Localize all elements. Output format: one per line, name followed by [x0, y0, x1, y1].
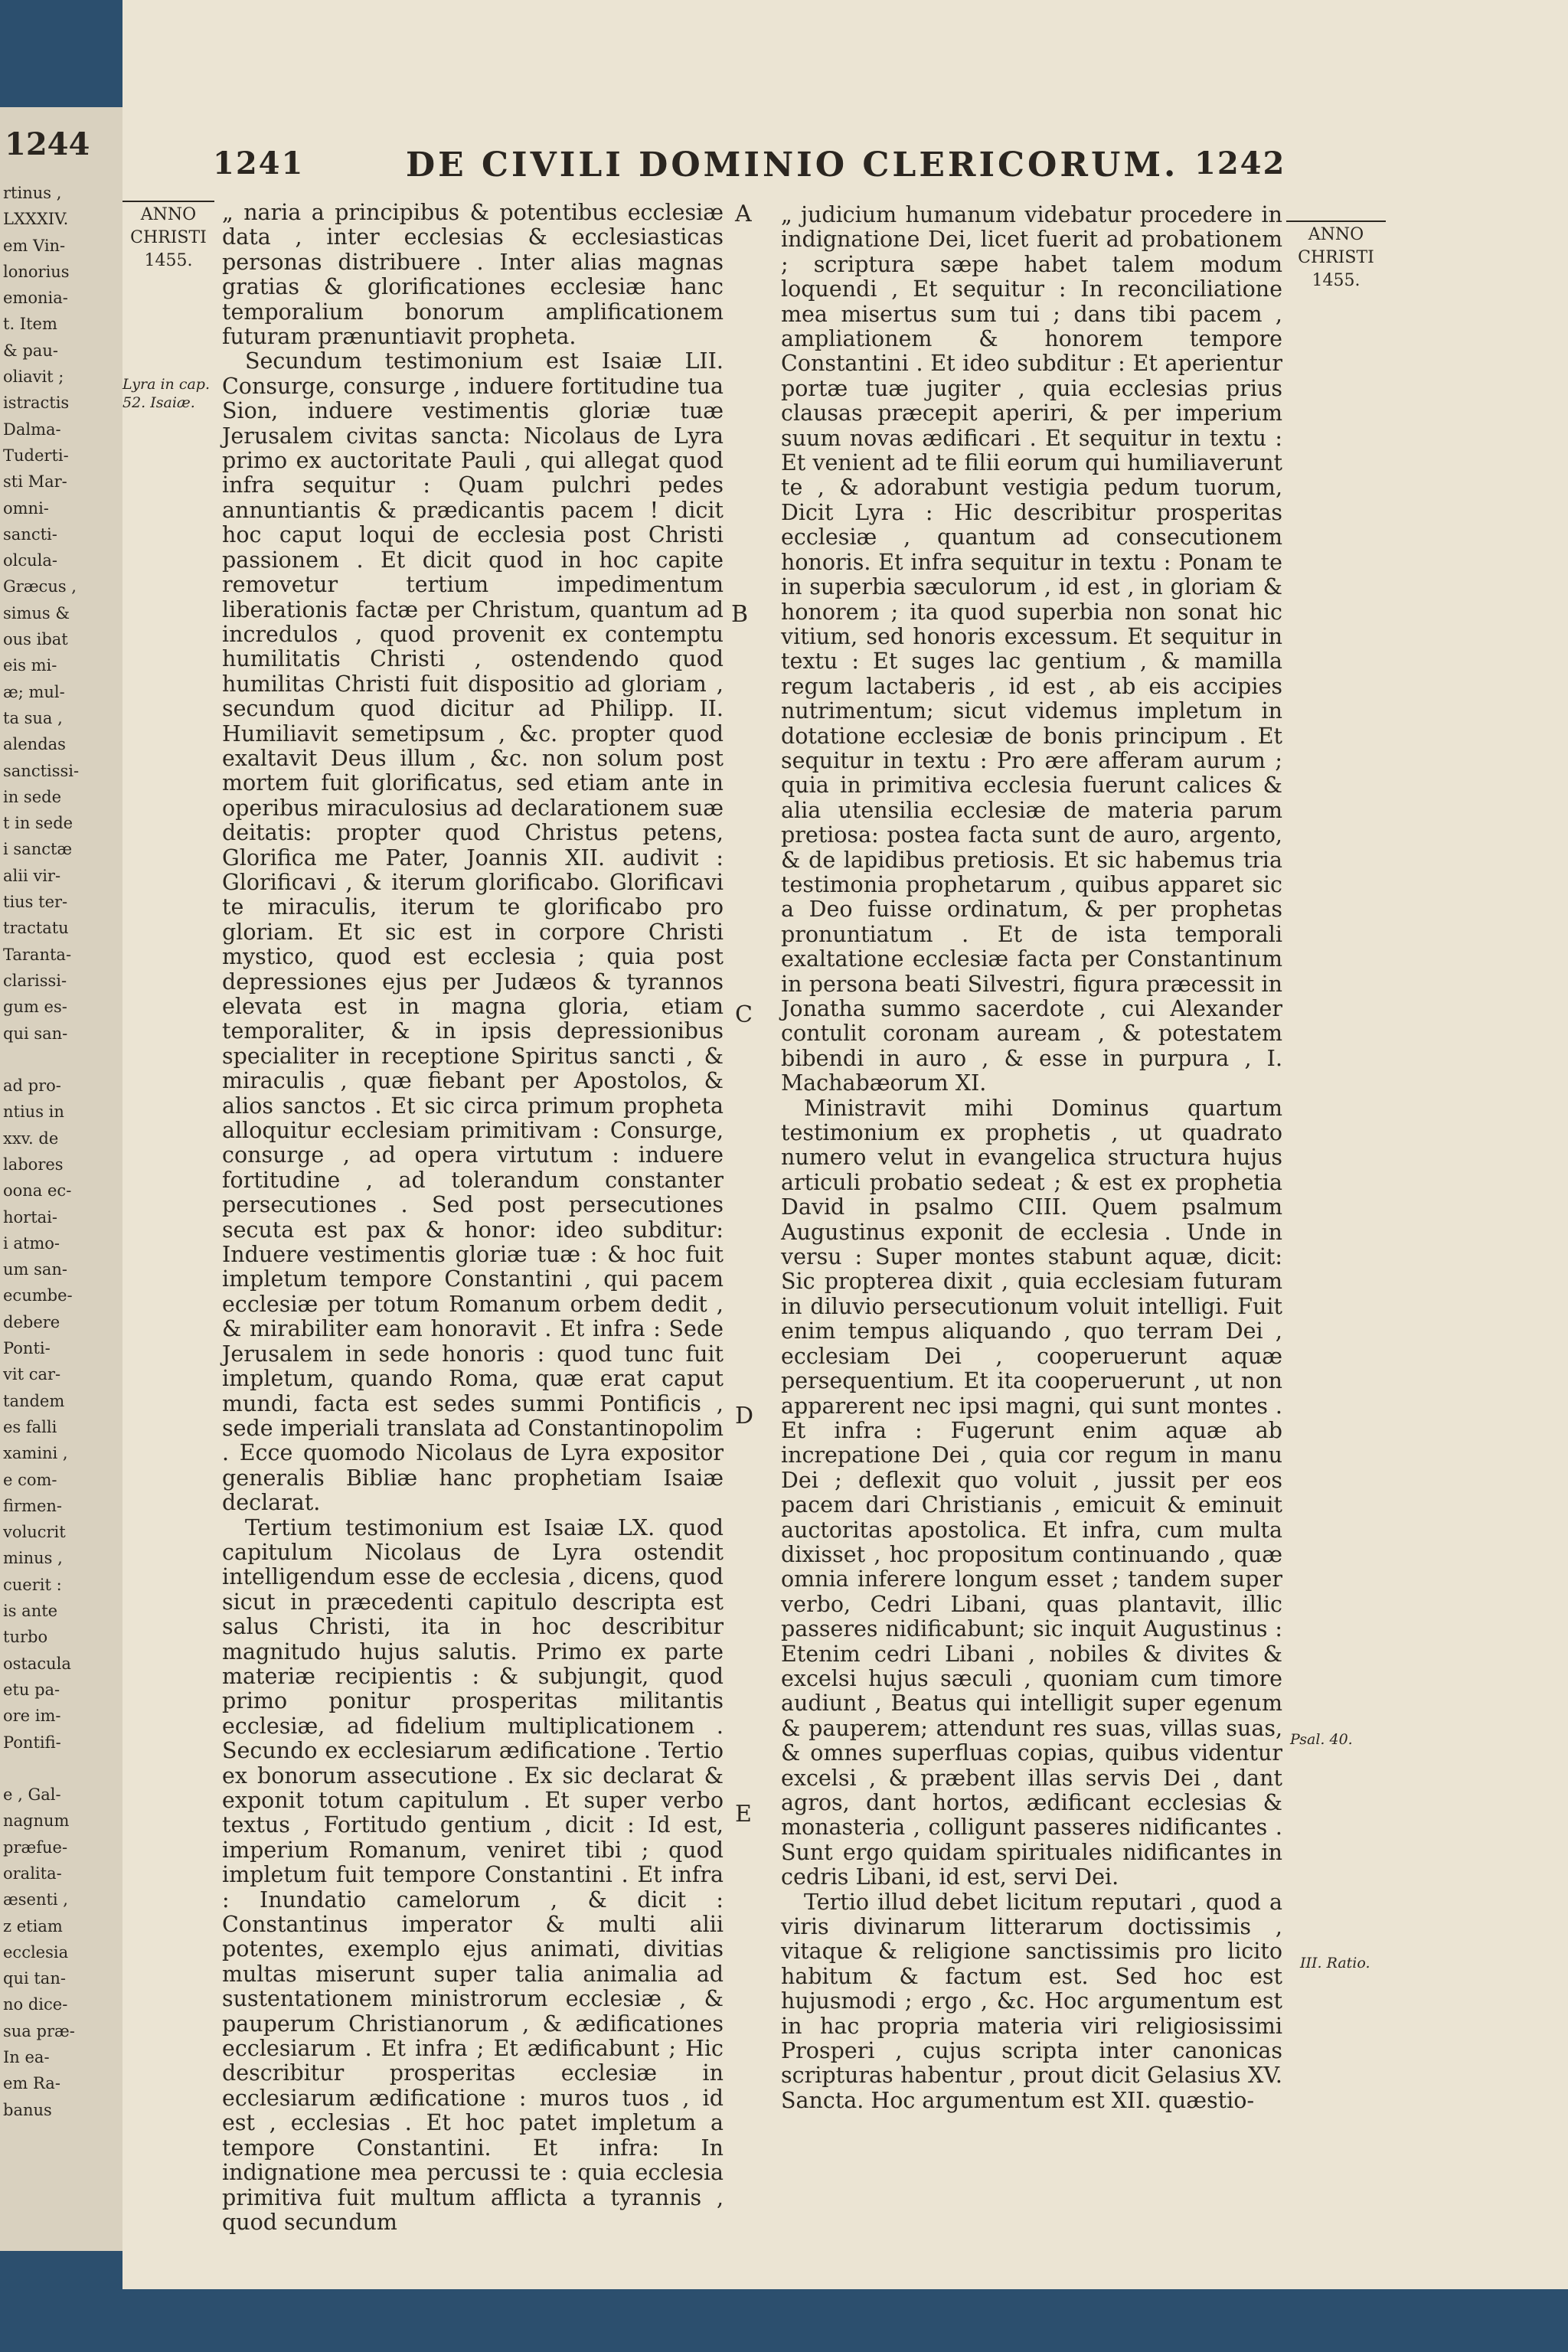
section-marker-b: B: [731, 601, 749, 628]
previous-page-line: alii vir-: [3, 866, 61, 885]
previous-page-line: ostacula: [3, 1654, 71, 1673]
previous-page-line: labores: [3, 1155, 64, 1174]
previous-page-line: Pontifi-: [3, 1733, 61, 1752]
previous-page-line: i atmo-: [3, 1233, 60, 1253]
paragraph: Tertium testimonium est Isaiæ LX. quod capitulum Nicolaus de Lyra ostendit intelligendum esse de ecclesia , dicens, quod sicut in præcedenti capitulo descripta est salus Christi, ita in hoc describitur magnitudo hujus salutis. Primo ex parte materiæ recipientis : & subjungit, quod primo ponitur prosperitas militantis ecclesiæ, ad fidelium multiplicationem . Secundo ex ecclesiarum ædificatione . Tertio ex bonorum assecutione . Ex sic declarat & exponit totum capitulum . Et super verbo textus , Fortitudo gentium , dicit : Id est, imperium Romanum, veniret tibi ; quod impletum fuit tempore Constantini . Et infra : Inundatio camelorum , & dicit : Constantinus imperator & multi alii potentes, exemplo ejus animati, divitias multas miserunt super talia animalia ad sustentationem ministrorum ecclesiæ , & pauperum Christianorum , & ædificationes ecclesiarum . Et infra ; Et ædificabunt ; Hic describitur prosperitas ecclesiæ in ecclesiarum ædificatione : muros tuos , id est , ecclesias . Et hoc patet impletum a tempore Constantini. Et infra: In indignatione mea percussi te : quia ecclesia primitiva fuit multum afflicta a tyrannis , quod secundum: [222, 1514, 724, 2235]
previous-page-line: rtinus ,: [3, 184, 62, 202]
previous-page-line: vit car-: [3, 1365, 61, 1384]
text-column-right: [781, 203, 1282, 2113]
previous-page-line: minus ,: [3, 1549, 63, 1568]
previous-page-line: [3, 1756, 79, 1782]
margin-note-psalm: Psal. 40.: [1290, 1731, 1353, 1748]
previous-page-line: e com-: [3, 1470, 57, 1489]
previous-page-line: ore im-: [3, 1707, 61, 1726]
previous-page-line: emonia-: [3, 289, 68, 308]
section-marker-e: E: [735, 1801, 752, 1828]
previous-page-line: firmen-: [3, 1496, 63, 1515]
previous-page-line: in sede: [3, 787, 61, 806]
previous-page-line: [3, 1047, 79, 1073]
background-bottom: [122, 2289, 1568, 2352]
previous-page-line: sancti-: [3, 524, 57, 544]
previous-page-line: lonorius: [3, 262, 70, 281]
previous-page-line: etu pa-: [3, 1680, 60, 1699]
previous-page-line: ecumbe-: [3, 1286, 73, 1305]
previous-page-line: z etiam: [3, 1916, 63, 1936]
previous-page-line: em Ra-: [3, 2074, 60, 2093]
margin-note-lyra: Lyra in cap. 52. Isaiæ.: [122, 376, 210, 411]
previous-page-line: nagnum: [3, 1811, 70, 1831]
previous-page-line: æsenti ,: [3, 1890, 68, 1909]
previous-page-line: ecclesia: [3, 1942, 69, 1962]
running-title: DE CIVILI DOMINIO CLERICORUM.: [406, 145, 1179, 185]
previous-page-line: no dice-: [3, 1995, 68, 2014]
section-marker-c: C: [735, 1001, 753, 1028]
previous-page-line: volucrit: [3, 1523, 66, 1542]
previous-page-line: banus: [3, 2100, 52, 2119]
previous-page-line: omni-: [3, 498, 49, 518]
section-marker-d: D: [735, 1403, 754, 1429]
previous-page-line: præfue-: [3, 1838, 68, 1857]
previous-page-line: qui tan-: [3, 1969, 66, 1988]
previous-page-line: & pau-: [3, 341, 58, 360]
page-number-right: 1242: [1194, 145, 1286, 181]
previous-page-line: oona ec-: [3, 1181, 72, 1200]
anno-christi-right: ANNO CHRISTI 1455.: [1286, 220, 1386, 292]
previous-page-line: t in sede: [3, 814, 74, 833]
previous-page-line: xxv. de: [3, 1129, 59, 1148]
previous-page-line: um san-: [3, 1260, 68, 1279]
previous-page-line: alendas: [3, 735, 66, 754]
previous-page-line: Taranta-: [3, 945, 72, 964]
previous-page-line: e , Gal-: [3, 1785, 61, 1805]
previous-page-line: ta sua ,: [3, 708, 63, 727]
section-marker-a: A: [735, 201, 752, 227]
previous-page-line: olcula-: [3, 551, 57, 570]
previous-page-line: æ; mul-: [3, 682, 65, 701]
previous-page-line: tandem: [3, 1391, 65, 1410]
paragraph: Secundum testimonium est Isaiæ LII. Consurge, consurge , induere fortitudine tua Sion, induere vestimentis gloriæ tuæ Jerusalem civitas sancta: Nicolaus de Lyra primo ex auctoritate Pauli , qui allegat quod infra sequitur : Quam pulchri pedes annuntiantis & prædicantis pacem ! dicit hoc caput loqui de ecclesia post Christi passionem . Et dicit quod in hoc capite removetur tertium impedimentum liberationis factæ per Christum, quantum ad incredulos , quod provenit ex contemptu humilitatis Christi , ostendendo quod humilitas Christi fuit dispositio ad gloriam , secundum quod dicitur ad Philipp. II. Humiliavit semetipsum , &c. propter quod exaltavit Deus illum , &c. non solum post mortem fuit glorificatus, sed etiam ante in operibus miraculosius ad declarationem suæ deitatis: propter quod Christus petens, Glorifica me Pater, Joannis XII. audivit : Glorificavi , & iterum glorificabo. Glorificavi te miraculis, iterum te glorificabo pro gloriam. Et sic est in corpore Christi mystico, quod est ecclesia ; quia post depressiones ejus per Judæos & tyrannos elevata est in magna gloria, etiam temporaliter, & in ipsis depressionibus specialiter in receptione Spiritus sancti , & miraculis , quæ fiebant per Apostolos, & alios sanctos . Et sic circa primum propheta alloquitur ecclesiam primitivam : Consurge, consurge , ad opera virtutum : induere fortitudine , ad tolerandum constanter persecutiones . Sed post persecutiones secuta est pax & honor: ideo subditur: Induere vestimentis gloriæ tuæ : & hoc fuit impletum tempore Constantini , qui pacem ecclesiæ per totum Romanum orbem dedit , & mirabiliter eam honoravit . Et infra : Sede Jerusalem in sede honoris : quod tunc fuit impletum, quando Roma, quæ erat caput mundi, facta est sedes summi Pontificis , sede imperiali translata ad Constantinopolim . Ecce quomodo Nicolaus de Lyra expositor generalis Bibliæ hanc prophetiam Isaiæ declarat.: [222, 348, 724, 1516]
previous-page-line: turbo: [3, 1628, 48, 1647]
previous-page-line: eis mi-: [3, 656, 57, 675]
previous-page-line: Ponti-: [3, 1339, 51, 1358]
previous-page-line: debere: [3, 1312, 60, 1331]
previous-page-line: oliavit ;: [3, 368, 64, 387]
previous-page-line: t. Item: [3, 315, 57, 334]
previous-page-line: is ante: [3, 1602, 58, 1621]
previous-page-line: oralita-: [3, 1864, 62, 1883]
previous-page-line: sti Mar-: [3, 472, 67, 492]
anno-christi-left: ANNO CHRISTI 1455.: [122, 201, 214, 273]
previous-page-line: Tuderti-: [3, 446, 69, 465]
previous-page-line: istractis: [3, 394, 70, 413]
paragraph: Tertio illud debet licitum reputari , quod a viris divinarum litterarum doctissimis , vitaque & religione sanctissimis pro licito habitum & factum est. Sed hoc est hujusmodi ; ergo , &c. Hoc argumentum est in hac propria materia viri religiosissimi Prosperi , cujus scripta inter canonicas scripturas habentur , prout dicit Gelasius XV. Sancta. Hoc argumentum est XII. quæstio-: [781, 1889, 1282, 2113]
previous-page-line: sanctissi-: [3, 761, 80, 780]
previous-page-line: LXXXIV.: [3, 210, 69, 229]
paragraph: „ naria a principibus & potentibus ecclesiæ data , inter ecclesias & ecclesiasticas personas distribuere . Inter alias magnas gratias & glorificationes ecclesiæ hanc temporalium bonorum amplificationem futuram prænuntiavit propheta.: [222, 200, 724, 350]
previous-page-line: Dalma-: [3, 420, 61, 439]
previous-page-line: Græcus ,: [3, 577, 77, 596]
previous-page-number: 1244: [5, 126, 90, 162]
previous-page-line: simus &: [3, 603, 70, 622]
paragraph: „ judicium humanum videbatur procedere in indignatione Dei, licet fuerit ad probationem ; scriptura sæpe habet talem modum loquendi , Et sequitur : In reconciliatione mea misertus sum tui ; dans tibi pacem , ampliationem & honorem tempore Constantini . Et ideo subditur : Et aperientur portæ tuæ jugiter , quia ecclesias prius clausas præcepit aperiri, & per imperium suum novas ædificari . Et sequitur in textu : Et venient ad te filii eorum qui humiliaverunt te , & adorabunt vestigia pedum tuorum, Dicit Lyra : Hic describitur prosperitas ecclesiæ , quantum ad consecutionem honoris. Et infra sequitur in textu : Ponam te in superbia sæculorum , id est , in gloriam & honorem ; ita quod superbia non sonat hic vitium, sed honoris excessum. Et sequitur in textu : Et suges lac gentium , & mamilla regum lactaberis , id est , ab eis accipies nutrimentum; sicut videmus impletum in dotatione ecclesiæ de bonis principum . Et sequitur in textu : Pro ære afferam aurum ; quia in primitiva ecclesia fuerunt calices & alia utensilia ecclesiæ de materia parum pretiosa: postea facta sunt de auro, argento, & de lapidibus pretiosis. Et sic habemus tria testimonia prophetarum , quibus apparet sic a Deo fuisse ordinatum, & per prophetas pronuntiatum . Et de ista temporali exaltatione ecclesiæ facta per Constantinum in persona beati Silvestri, figura præcessit in Jonatha summo sacerdote , cui Alexander contulit coronam auream , & potestatem bibendi in auro , & esse in purpura , I. Machabæorum XI.: [781, 202, 1282, 1096]
previous-page-line: gum es-: [3, 998, 67, 1017]
previous-page-line: clarissi-: [3, 971, 67, 990]
previous-page-line: xamini ,: [3, 1444, 68, 1463]
previous-page-edge: [0, 107, 128, 2251]
previous-page-line: es falli: [3, 1417, 57, 1436]
previous-page-line: cuerit :: [3, 1575, 62, 1594]
book-page: [122, 0, 1568, 2352]
previous-page-line: qui san-: [3, 1024, 68, 1043]
previous-page-line: ous ibat: [3, 630, 68, 649]
paragraph: Ministravit mihi Dominus quartum testimonium ex prophetis , ut quadrato numero velut in evangelica structura hujus articuli probatio sedeat ; & est ex prophetia David in psalmo CIII. Quem psalmum Augustinus exponit de ecclesia . Unde in versu : Super montes stabunt aquæ, dicit: Sic propterea dixit , quia ecclesiam futuram in diluvio persecutionum voluit intelligi. Fuit enim tempus aliquando , quo terram Dei , ecclesiam Dei , cooperuerunt aquæ persequentium. Et ita cooperuerunt , ut non apparerent nec ipsi magni, qui sunt montes . Et infra : Fugerunt enim aquæ ab increpatione Dei , quia cor regum in manu Dei ; deflexit quo voluit , jussit per eos pacem dari Christianis , emicuit & eminuit auctoritas apostolica. Et infra, cum multa dixisset , hoc propositum continuando , quæ omnia inferere longum esset ; tandem super verbo, Cedri Libani, quas plantavit, illic passeres nidificabunt; sic inquit Augustinus : Etenim cedri Libani , nobiles & divites & excelsi hujus sæculi , quoniam cum timore audiunt , Beatus qui intelligit super egenum & pauperem; attendunt res suas, villas suas, & omnes superfluas copias, quibus videntur excelsi , & præbent illas servis Dei , dant agros, dant hortos, ædificant ecclesias & monasteria , colligunt passeres nidificantes . Sunt ergo quidam spirituales nidificantes in cedris Libani, id est, servi Dei.: [781, 1095, 1282, 1890]
previous-page-line: tractatu: [3, 919, 69, 938]
text-column-left: [222, 201, 724, 2235]
previous-page-line: hortai-: [3, 1207, 57, 1227]
previous-page-line: In ea-: [3, 2048, 50, 2067]
previous-page-fragments: [3, 180, 79, 2123]
page-number-left: 1241: [213, 145, 305, 181]
previous-page-line: tius ter-: [3, 893, 68, 912]
margin-note-ratio: III. Ratio.: [1300, 1955, 1370, 1971]
previous-page-line: i sanctæ: [3, 840, 73, 859]
previous-page-line: em Vin-: [3, 236, 66, 255]
previous-page-line: sua præ-: [3, 2021, 75, 2040]
previous-page-line: ntius in: [3, 1102, 64, 1122]
previous-page-line: ad pro-: [3, 1076, 61, 1096]
